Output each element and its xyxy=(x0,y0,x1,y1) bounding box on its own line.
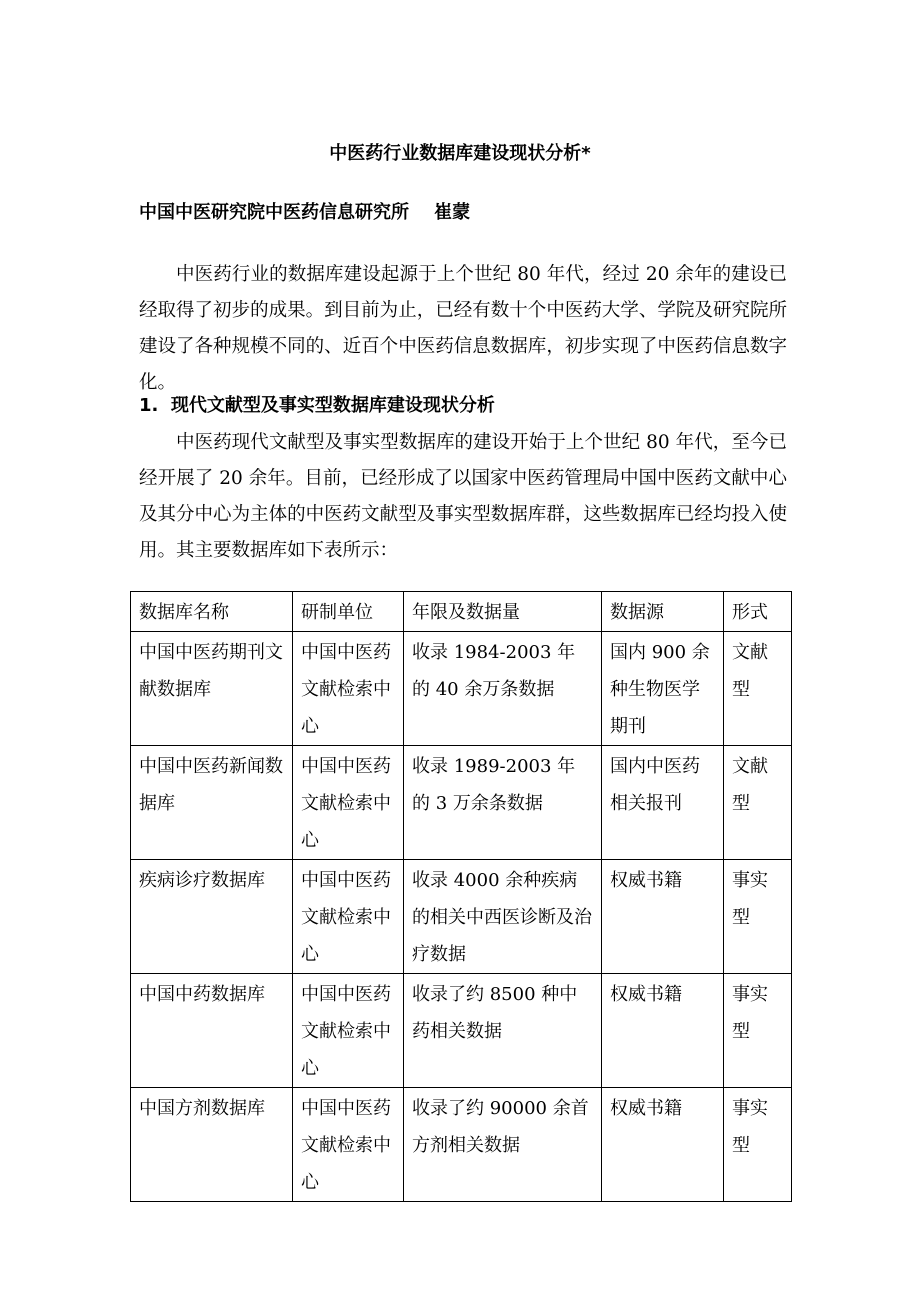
table-row xyxy=(131,632,792,746)
cell-source: 权威书籍 xyxy=(602,1088,724,1202)
cell-source: 权威书籍 xyxy=(602,860,724,974)
table-header-row xyxy=(131,592,792,632)
header-source: 数据源 xyxy=(602,592,724,632)
cell-source: 权威书籍 xyxy=(602,974,724,1088)
cell-unit: 中国中医药文献检索中心 xyxy=(293,632,404,746)
cell-source: 国内中医药相关报刊 xyxy=(602,746,724,860)
document-title: 中医药行业数据库建设现状分析* xyxy=(329,143,591,164)
cell-name: 中国中医药期刊文献数据库 xyxy=(131,632,293,746)
cell-name: 中国方剂数据库 xyxy=(131,1088,293,1202)
cell-source: 国内 900 余种生物医学期刊 xyxy=(602,632,724,746)
cell-unit: 中国中医药文献检索中心 xyxy=(293,860,404,974)
table-row xyxy=(131,974,792,1088)
cell-range: 收录了约 8500 种中药相关数据 xyxy=(404,974,602,1088)
cell-range: 收录 1984-2003 年的 40 余万条数据 xyxy=(404,632,602,746)
table-row xyxy=(131,1088,792,1202)
database-table xyxy=(130,591,792,1202)
cell-range: 收录 1989-2003 年的 3 万余条数据 xyxy=(404,746,602,860)
cell-name: 疾病诊疗数据库 xyxy=(131,860,293,974)
cell-form: 文献型 xyxy=(724,746,792,860)
header-unit: 研制单位 xyxy=(293,592,404,632)
cell-form: 事实型 xyxy=(724,974,792,1088)
cell-name: 中国中医药新闻数据库 xyxy=(131,746,293,860)
cell-range: 收录了约 90000 余首方剂相关数据 xyxy=(404,1088,602,1202)
table-row xyxy=(131,860,792,974)
cell-range: 收录 4000 余种疾病的相关中西医诊断及治疗数据 xyxy=(404,860,602,974)
cell-name: 中国中药数据库 xyxy=(131,974,293,1088)
header-name: 数据库名称 xyxy=(131,592,293,632)
table-row xyxy=(131,746,792,860)
cell-form: 事实型 xyxy=(724,1088,792,1202)
intro-paragraph: 中医药行业的数据库建设起源于上个世纪 80 年代，经过 20 余年的建设已经取得了初步的成果。到目前为止，已经有数十个中医药大学、学院及研究院所建设了各种规模不同的、近百个中医药信息数据库，初步实现了中医药信息数字化。 xyxy=(139,264,787,393)
cell-form: 文献型 xyxy=(724,632,792,746)
section-heading: 1. 现代文献型及事实型数据库建设现状分析 xyxy=(139,395,495,416)
cell-unit: 中国中医药文献检索中心 xyxy=(293,1088,404,1202)
cell-unit: 中国中医药文献检索中心 xyxy=(293,746,404,860)
author-line: 中国中医研究院中医药信息研究所 崔蒙 xyxy=(139,202,471,223)
header-range: 年限及数据量 xyxy=(404,592,602,632)
header-form: 形式 xyxy=(724,592,792,632)
cell-form: 事实型 xyxy=(724,860,792,974)
section-paragraph: 中医药现代文献型及事实型数据库的建设开始于上个世纪 80 年代，至今已经开展了 20 余年。目前，已经形成了以国家中医药管理局中国中医药文献中心及其分中心为主体的中医药文献型及事实型数据库群，这些数据库已经均投入使用。其主要数据库如下表所示： xyxy=(139,432,787,561)
cell-unit: 中国中医药文献检索中心 xyxy=(293,974,404,1088)
